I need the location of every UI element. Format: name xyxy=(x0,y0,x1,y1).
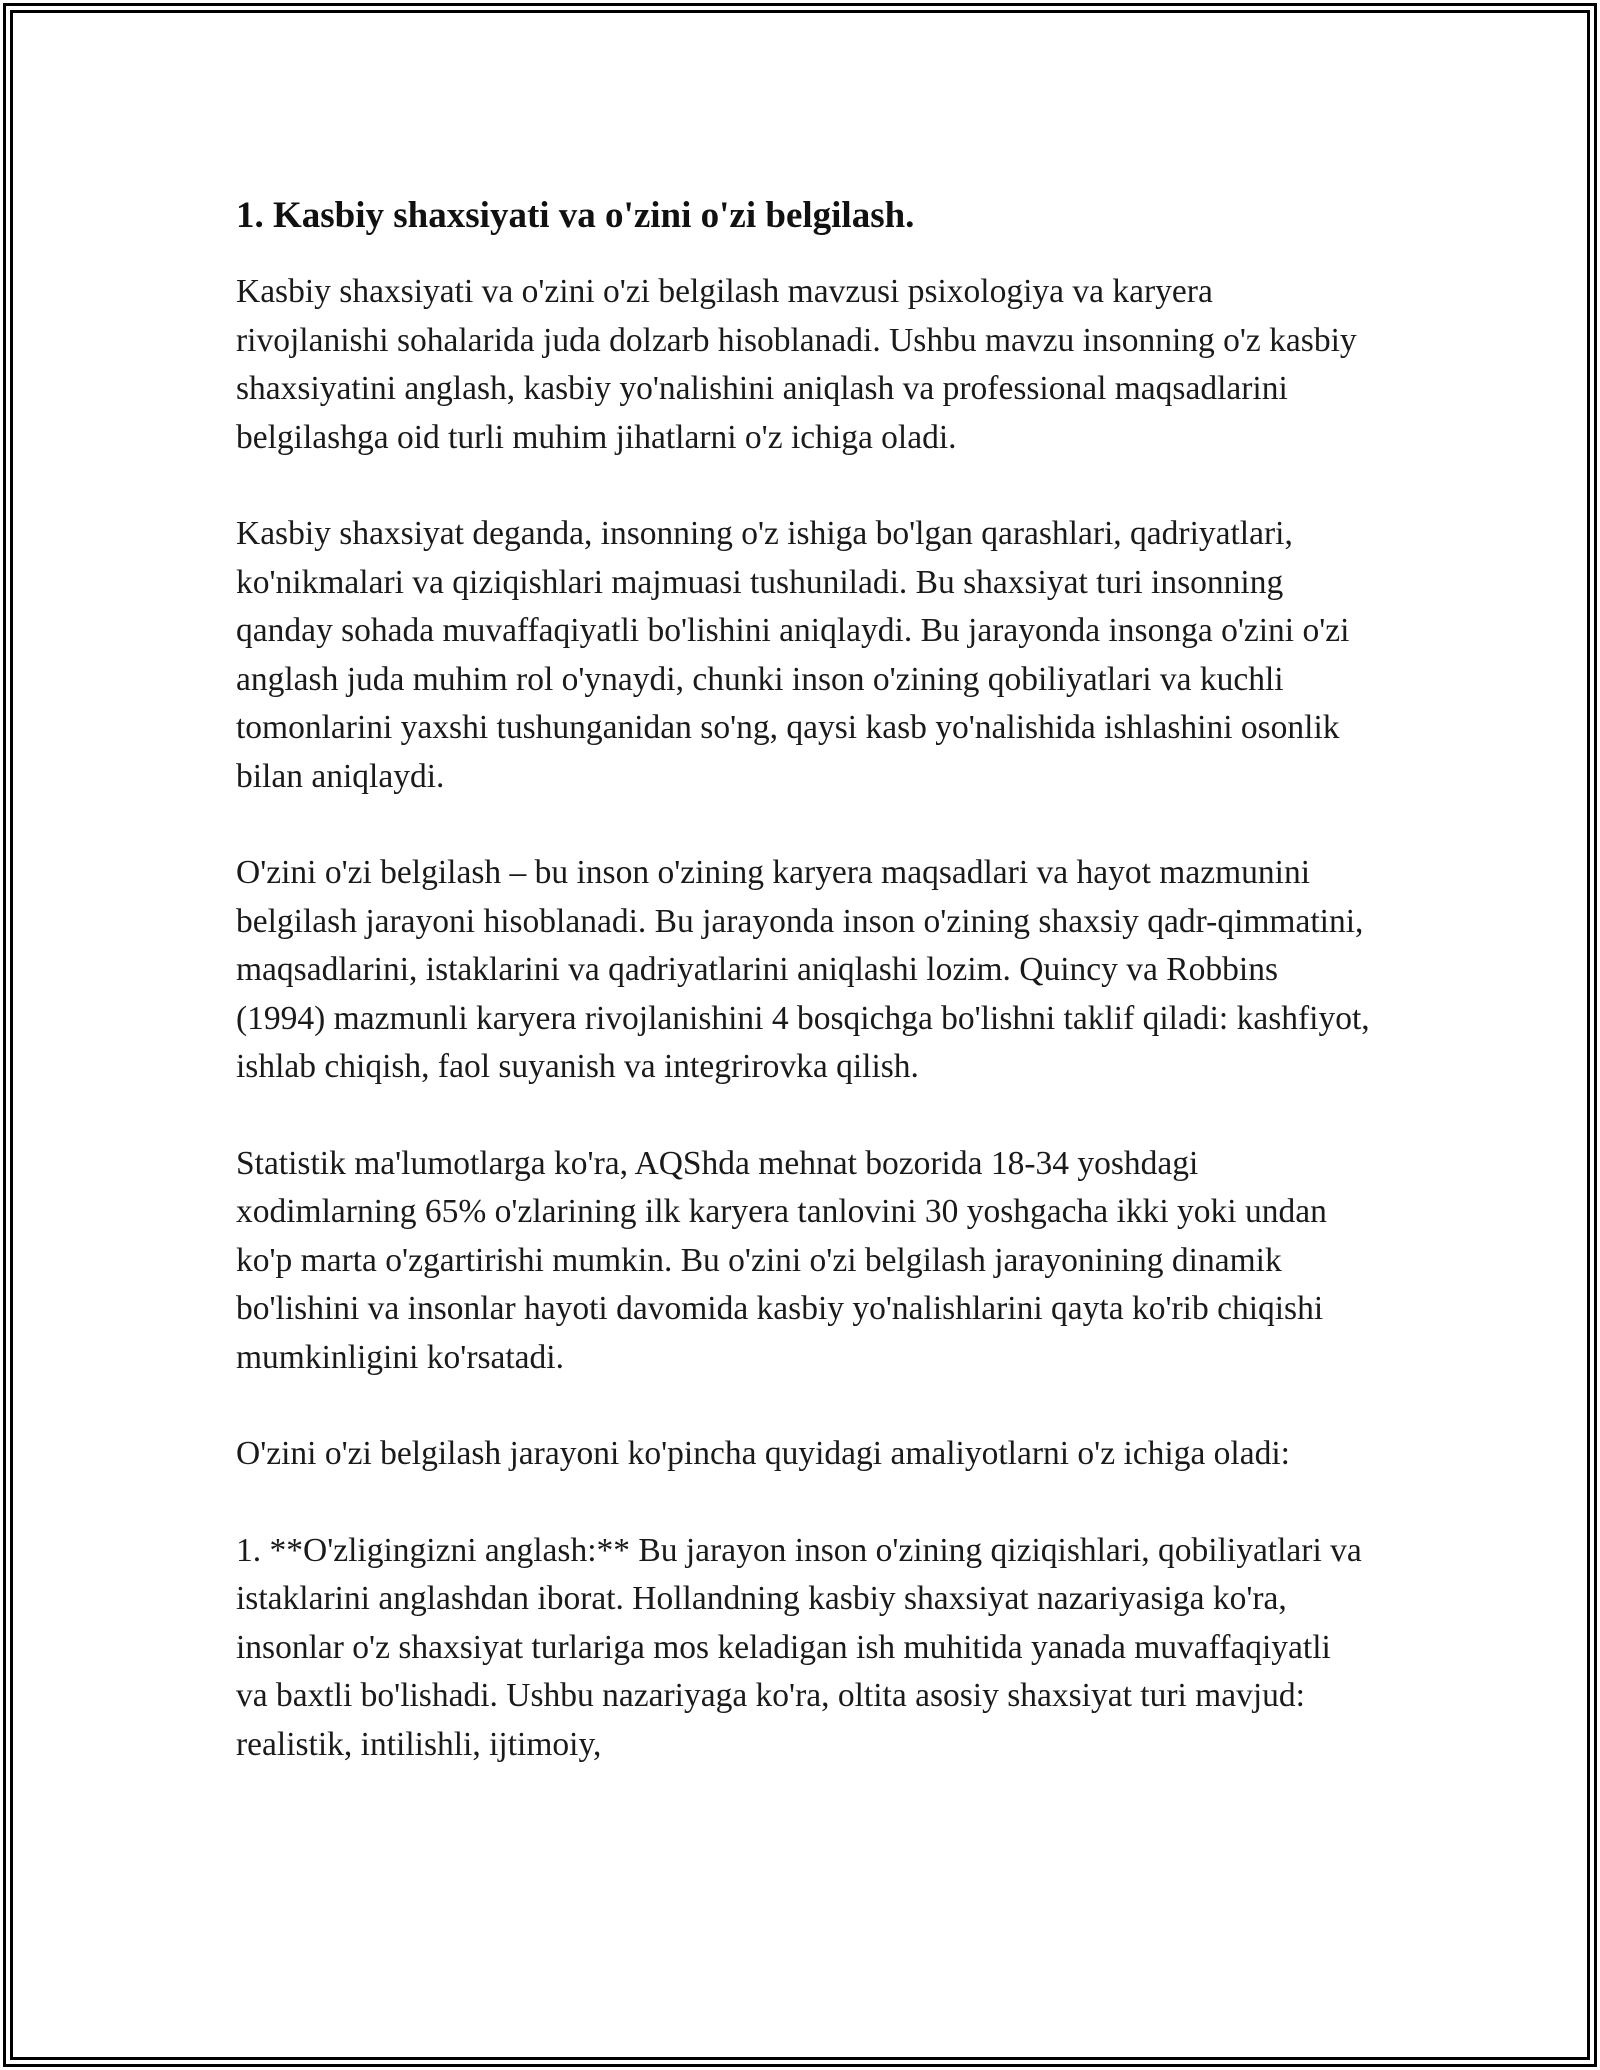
paragraph-list-item-1: 1. **O'zligingizni anglash:** Bu jarayon inson o'zining qiziqishlari, qobiliyatlari va istaklarini anglashdan iborat. Hollandning kasbiy shaxsiyat nazariyasiga ko'ra, insonlar o'z shaxsiyat turlariga mos keladigan ish muhitida yanada muvaffaqiyatli va baxtli bo'lishadi. Ushbu nazariyaga ko'ra, oltita asosiy shaxsiyat turi mavjud: realistik, intilishli, ijtimoiy, xyxy=(236,1531,1362,1763)
paragraph-self-determination: O'zini o'zi belgilash – bu inson o'zining karyera maqsadlari va hayot mazmunini belgilash jarayoni hisoblanadi. Bu jarayonda inson o'zining shaxsiy qadr-qimmatini, maqsadlarini, istaklarini va qadriyatlarini aniqlashi lozim. Quincy va Robbins (1994) mazmunli karyera rivojlanishini 4 bosqichga bo'lishni taklif qiladi: kashfiyot, ishlab chiqish, faol suyanish va integrirovka qilish. xyxy=(236,854,1370,1085)
document-content xyxy=(236,190,1370,1817)
paragraph-statistics: Statistik ma'lumotlarga ko'ra, AQShda mehnat bozorida 18-34 yoshdagi xodimlarning 65% o'zlarining ilk karyera tanlovini 30 yoshgacha ikki yoki undan ko'p marta o'zgartirishi mumkin. Bu o'zini o'zi belgilash jarayonining dinamik bo'lishini va insonlar hayoti davomida kasbiy yo'nalishlarini qayta ko'rib chiqishi mumkinligini ko'rsatadi. xyxy=(236,1144,1327,1376)
paragraph-intro: Kasbiy shaxsiyati va o'zini o'zi belgilash mavzusi psixologiya va karyera rivojlanishi sohalarida juda dolzarb hisoblanadi. Ushbu mavzu insonning o'z kasbiy shaxsiyatini anglash, kasbiy yo'nalishini aniqlash va professional maqsadlarini belgilashga oid turli muhim jihatlarni o'z ichiga oladi. xyxy=(236,273,1357,456)
section-heading: 1. Kasbiy shaxsiyati va o'zini o'zi belgilash. xyxy=(236,195,915,236)
paragraph-professional-personality: Kasbiy shaxsiyat deganda, insonning o'z ishiga bo'lgan qarashlari, qadriyatlari, ko'nikmalari va qiziqishlari majmuasi tushuniladi. Bu shaxsiyat turi insonning qanday sohada muvaffaqiyatli bo'lishini aniqlaydi. Bu jarayonda insonga o'zini o'zi anglash juda muhim rol o'ynaydi, chunki inson o'zining qobiliyatlari va kuchli tomonlarini yaxshi tushunganidan so'ng, qaysi kasb yo'nalishida ishlashini osonlik bilan aniqlaydi. xyxy=(236,515,1350,795)
paragraph-practices-intro: O'zini o'zi belgilash jarayoni ko'pincha quyidagi amaliyotlarni o'z ichiga oladi: xyxy=(236,1435,1290,1472)
